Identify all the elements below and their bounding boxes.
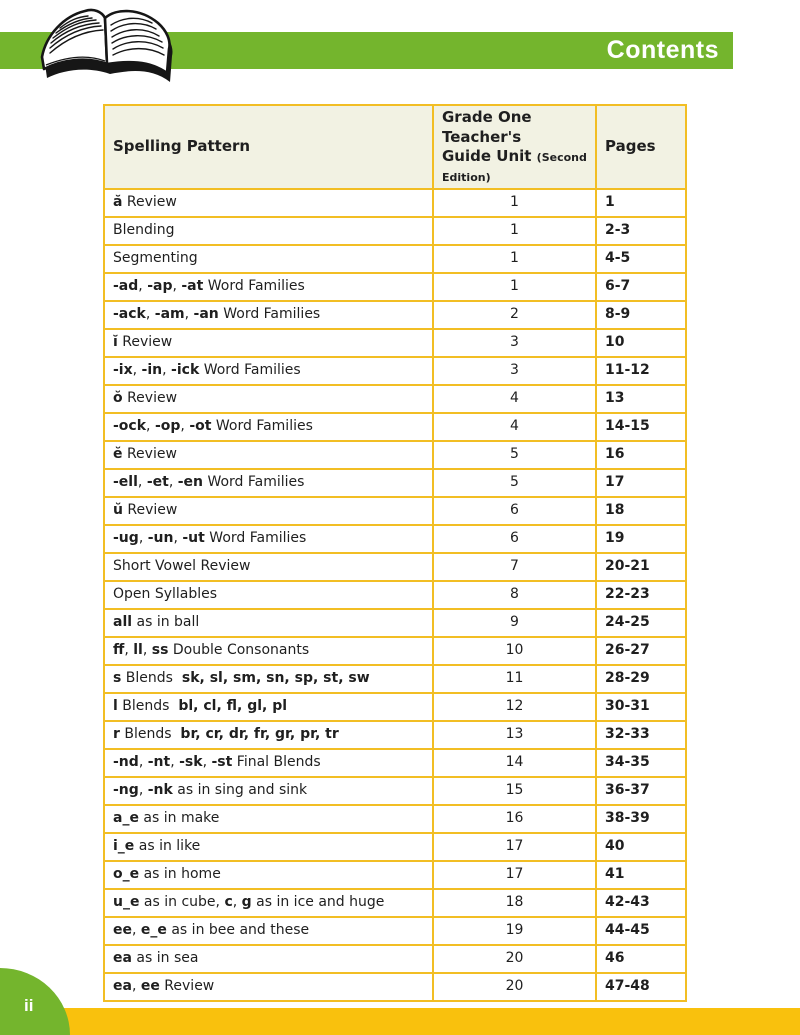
- pages-cell: 13: [596, 385, 686, 413]
- guide-unit-cell: 17: [433, 861, 596, 889]
- guide-unit-cell: 9: [433, 609, 596, 637]
- pages-cell: 1: [596, 189, 686, 217]
- open-book-icon: [28, 3, 178, 91]
- spelling-pattern-cell: ŏ Review: [104, 385, 433, 413]
- pages-cell: 10: [596, 329, 686, 357]
- spelling-pattern-cell: r Blends br, cr, dr, fr, gr, pr, tr: [104, 721, 433, 749]
- pages-cell: 19: [596, 525, 686, 553]
- spelling-pattern-cell: ee, e_e as in bee and these: [104, 917, 433, 945]
- table-row: [104, 609, 686, 637]
- page-number: ii: [24, 996, 34, 1015]
- pages-cell: 4-5: [596, 245, 686, 273]
- guide-unit-cell: 20: [433, 973, 596, 1001]
- pages-cell: 38-39: [596, 805, 686, 833]
- table-row: [104, 581, 686, 609]
- guide-unit-cell: 6: [433, 497, 596, 525]
- column-header-spelling-pattern: [104, 105, 433, 189]
- column-header-edition-note: (Second Edition): [442, 151, 587, 184]
- pages-cell: 32-33: [596, 721, 686, 749]
- spelling-pattern-cell: ă Review: [104, 189, 433, 217]
- pages-cell: 36-37: [596, 777, 686, 805]
- guide-unit-cell: 15: [433, 777, 596, 805]
- guide-unit-cell: 7: [433, 553, 596, 581]
- table-row: [104, 945, 686, 973]
- pages-cell: 26-27: [596, 637, 686, 665]
- pages-cell: 2-3: [596, 217, 686, 245]
- table-row: [104, 217, 686, 245]
- table-row: [104, 861, 686, 889]
- pages-cell: 8-9: [596, 301, 686, 329]
- guide-unit-cell: 2: [433, 301, 596, 329]
- guide-unit-cell: 6: [433, 525, 596, 553]
- pages-cell: 34-35: [596, 749, 686, 777]
- spelling-pattern-cell: ea, ee Review: [104, 973, 433, 1001]
- table-row: [104, 805, 686, 833]
- table-row: [104, 245, 686, 273]
- spelling-pattern-cell: i_e as in like: [104, 833, 433, 861]
- spelling-pattern-cell: a_e as in make: [104, 805, 433, 833]
- table-row: [104, 665, 686, 693]
- table-row: [104, 413, 686, 441]
- spelling-pattern-cell: o_e as in home: [104, 861, 433, 889]
- spelling-pattern-cell: l Blends bl, cl, fl, gl, pl: [104, 693, 433, 721]
- guide-unit-cell: 1: [433, 217, 596, 245]
- spelling-pattern-cell: ĭ Review: [104, 329, 433, 357]
- pages-cell: 24-25: [596, 609, 686, 637]
- guide-unit-cell: 19: [433, 917, 596, 945]
- guide-unit-cell: 5: [433, 441, 596, 469]
- pages-cell: 11-12: [596, 357, 686, 385]
- table-row: [104, 973, 686, 1001]
- pages-cell: 40: [596, 833, 686, 861]
- table-row: [104, 189, 686, 217]
- table-row: [104, 301, 686, 329]
- table-body: [104, 189, 686, 1001]
- pages-cell: 44-45: [596, 917, 686, 945]
- pages-cell: 47-48: [596, 973, 686, 1001]
- table-row: [104, 497, 686, 525]
- table-row: [104, 329, 686, 357]
- guide-unit-cell: 1: [433, 189, 596, 217]
- column-header-pages: [596, 105, 686, 189]
- spelling-pattern-cell: ĕ Review: [104, 441, 433, 469]
- spelling-pattern-cell: -ack, -am, -an Word Families: [104, 301, 433, 329]
- spelling-pattern-cell: Open Syllables: [104, 581, 433, 609]
- column-header-spelling-pattern-label: Spelling Pattern: [113, 137, 251, 156]
- column-header-guide-unit-line2: Guide Unit: [442, 147, 532, 165]
- spelling-pattern-cell: -ug, -un, -ut Word Families: [104, 525, 433, 553]
- guide-unit-cell: 1: [433, 273, 596, 301]
- table-row: [104, 525, 686, 553]
- table-row: [104, 637, 686, 665]
- guide-unit-cell: 4: [433, 413, 596, 441]
- guide-unit-cell: 13: [433, 721, 596, 749]
- table-row: [104, 273, 686, 301]
- spelling-pattern-cell: ff, ll, ss Double Consonants: [104, 637, 433, 665]
- pages-cell: 42-43: [596, 889, 686, 917]
- guide-unit-cell: 18: [433, 889, 596, 917]
- spelling-pattern-cell: -nd, -nt, -sk, -st Final Blends: [104, 749, 433, 777]
- guide-unit-cell: 20: [433, 945, 596, 973]
- guide-unit-cell: 3: [433, 329, 596, 357]
- pages-cell: 16: [596, 441, 686, 469]
- spelling-pattern-cell: -ock, -op, -ot Word Families: [104, 413, 433, 441]
- footer-bar: [0, 1008, 800, 1035]
- spelling-pattern-cell: ŭ Review: [104, 497, 433, 525]
- column-header-guide-unit-line1: Grade One Teacher's: [442, 108, 532, 146]
- spelling-pattern-cell: ea as in sea: [104, 945, 433, 973]
- guide-unit-cell: 8: [433, 581, 596, 609]
- spelling-pattern-cell: u_e as in cube, c, g as in ice and huge: [104, 889, 433, 917]
- table-header-row: [104, 105, 686, 189]
- spelling-pattern-cell: -ad, -ap, -at Word Families: [104, 273, 433, 301]
- spelling-pattern-cell: s Blends sk, sl, sm, sn, sp, st, sw: [104, 665, 433, 693]
- pages-cell: 14-15: [596, 413, 686, 441]
- column-header-guide-unit: [433, 105, 596, 189]
- table-row: [104, 777, 686, 805]
- table-row: [104, 721, 686, 749]
- pages-cell: 20-21: [596, 553, 686, 581]
- pages-cell: 30-31: [596, 693, 686, 721]
- guide-unit-cell: 3: [433, 357, 596, 385]
- guide-unit-cell: 16: [433, 805, 596, 833]
- pages-cell: 28-29: [596, 665, 686, 693]
- spelling-pattern-cell: Short Vowel Review: [104, 553, 433, 581]
- spelling-pattern-cell: -ell, -et, -en Word Families: [104, 469, 433, 497]
- page-title: Contents: [606, 36, 719, 64]
- guide-unit-cell: 12: [433, 693, 596, 721]
- table-row: [104, 385, 686, 413]
- table-row: [104, 357, 686, 385]
- table-row: [104, 833, 686, 861]
- footer-corner: [0, 968, 70, 1035]
- guide-unit-cell: 1: [433, 245, 596, 273]
- spelling-pattern-cell: Blending: [104, 217, 433, 245]
- guide-unit-cell: 17: [433, 833, 596, 861]
- pages-cell: 41: [596, 861, 686, 889]
- table-row: [104, 917, 686, 945]
- spelling-pattern-cell: all as in ball: [104, 609, 433, 637]
- guide-unit-cell: 4: [433, 385, 596, 413]
- table-row: [104, 749, 686, 777]
- pages-cell: 17: [596, 469, 686, 497]
- contents-table: [103, 104, 687, 1002]
- guide-unit-cell: 11: [433, 665, 596, 693]
- guide-unit-cell: 14: [433, 749, 596, 777]
- pages-cell: 6-7: [596, 273, 686, 301]
- table-row: [104, 441, 686, 469]
- spelling-pattern-cell: -ng, -nk as in sing and sink: [104, 777, 433, 805]
- table-row: [104, 889, 686, 917]
- table-row: [104, 553, 686, 581]
- guide-unit-cell: 5: [433, 469, 596, 497]
- pages-cell: 18: [596, 497, 686, 525]
- table-row: [104, 693, 686, 721]
- pages-cell: 46: [596, 945, 686, 973]
- spelling-pattern-cell: -ix, -in, -ick Word Families: [104, 357, 433, 385]
- column-header-pages-label: Pages: [605, 137, 656, 156]
- spelling-pattern-cell: Segmenting: [104, 245, 433, 273]
- guide-unit-cell: 10: [433, 637, 596, 665]
- table-row: [104, 469, 686, 497]
- pages-cell: 22-23: [596, 581, 686, 609]
